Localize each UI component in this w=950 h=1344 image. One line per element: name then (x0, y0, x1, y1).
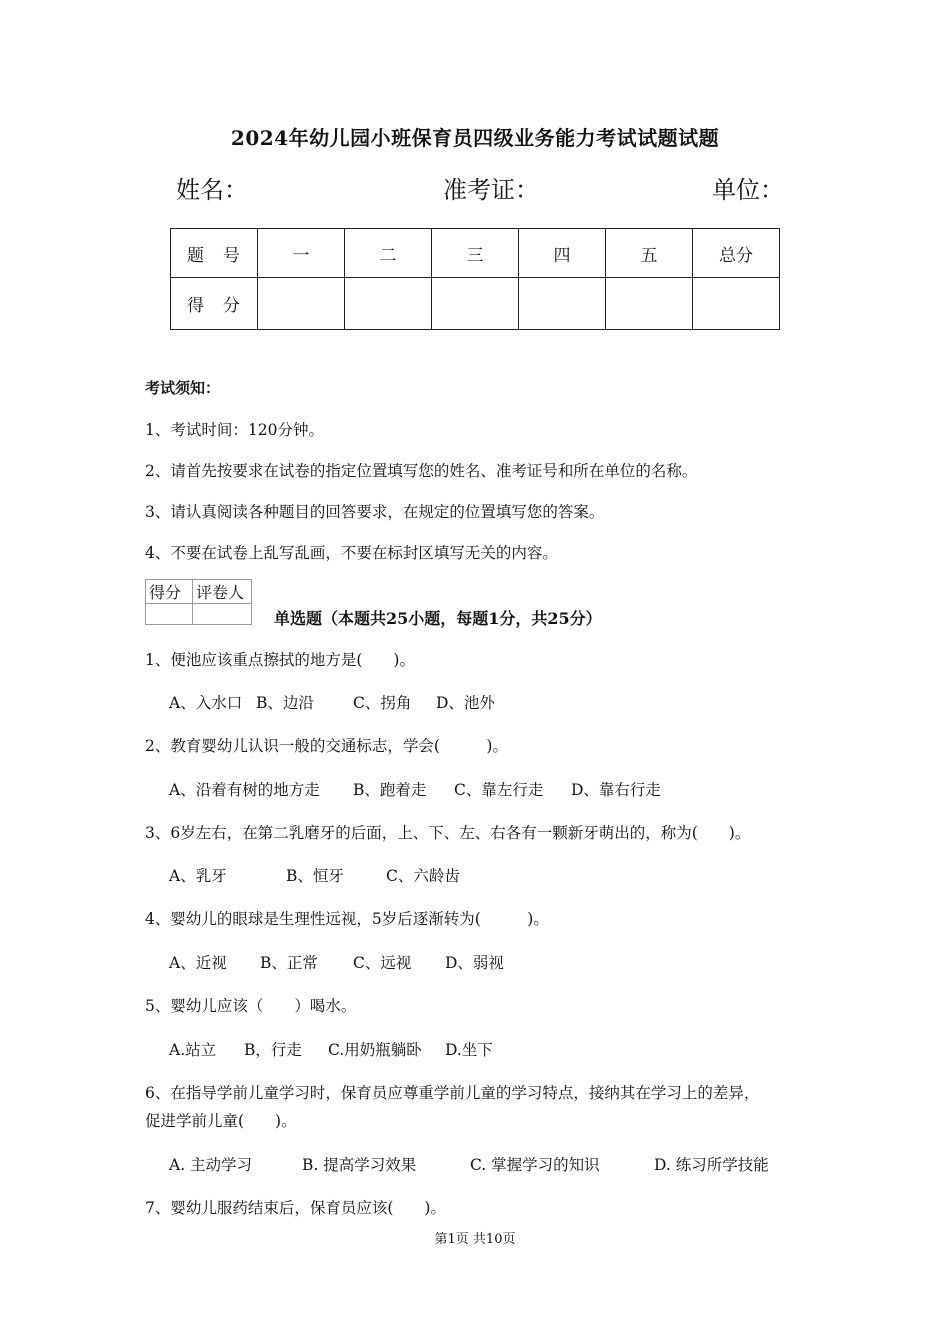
grader-score-label: 得分 (146, 580, 193, 604)
score-header-cell: 三 (432, 229, 519, 278)
score-cell[interactable] (345, 278, 432, 330)
option: A、乳牙 (169, 867, 227, 885)
notice-title: 考试须知： (145, 379, 221, 397)
question-stem-continued: 促进学前儿童( )。 (145, 1112, 297, 1130)
notice-item: 4、不要在试卷上乱写乱画，不要在标封区填写无关的内容。 (145, 544, 558, 562)
section-title: 单选题（本题共25小题，每题1分，共25分） (274, 609, 602, 628)
question-stem: 7、婴幼儿服药结束后，保育员应该( )。 (145, 1199, 446, 1217)
option: A. 主动学习 (169, 1156, 253, 1174)
option: C、靠左行走 (454, 781, 544, 799)
option: C、远视 (353, 954, 412, 972)
exam-id-label: 准考证： (443, 176, 539, 204)
grader-name-label: 评卷人 (193, 580, 252, 604)
score-header-cell: 二 (345, 229, 432, 278)
option: D、池外 (436, 694, 495, 712)
option: B. 提高学习效果 (302, 1156, 417, 1174)
page-footer: 第1页 共10页 (434, 1232, 516, 1247)
score-table (170, 228, 780, 330)
score-header-cell: 一 (258, 229, 345, 278)
option: A、近视 (169, 954, 227, 972)
option: A.站立 (169, 1041, 217, 1059)
question-stem: 3、6岁左右，在第二乳磨牙的后面，上、下、左、右各有一颗新牙萌出的，称为( )。 (145, 824, 751, 842)
notice-item: 1、考试时间：120分钟。 (145, 421, 324, 439)
score-row-label: 得 分 (171, 278, 258, 330)
score-cell[interactable] (606, 278, 693, 330)
score-table-header-row (171, 229, 780, 278)
option: C.用奶瓶躺卧 (328, 1041, 422, 1059)
question-stem: 1、便池应该重点擦拭的地方是( )。 (145, 651, 415, 669)
unit-label: 单位： (712, 176, 784, 204)
option: D、弱视 (445, 954, 504, 972)
option: A、沿着有树的地方走 (169, 781, 320, 799)
option: C、六龄齿 (386, 867, 460, 885)
option: B、跑着走 (353, 781, 427, 799)
page-title: 2024年幼儿园小班保育员四级业务能力考试试题试题 (230, 126, 720, 150)
score-header-cell: 四 (519, 229, 606, 278)
question-stem: 4、婴幼儿的眼球是生理性远视，5岁后逐渐转为( )。 (145, 910, 549, 928)
grader-box (145, 579, 252, 625)
option: C. 掌握学习的知识 (470, 1156, 600, 1174)
question-stem: 2、教育婴幼儿认识一般的交通标志，学会( )。 (145, 737, 508, 755)
name-label: 姓名： (176, 176, 248, 204)
option: D、靠右行走 (571, 781, 661, 799)
notice-item: 3、请认真阅读各种题目的回答要求，在规定的位置填写您的答案。 (145, 503, 605, 521)
option: B，行走 (244, 1041, 302, 1059)
notice-item: 2、请首先按要求在试卷的指定位置填写您的姓名、准考证号和所在单位的名称。 (145, 462, 698, 480)
question-stem: 5、婴幼儿应该（ ）喝水。 (145, 997, 357, 1015)
score-cell[interactable] (432, 278, 519, 330)
score-cell[interactable] (693, 278, 780, 330)
score-cell[interactable] (519, 278, 606, 330)
option: B、边沿 (256, 694, 314, 712)
score-table-score-row (171, 278, 780, 330)
option: D.坐下 (445, 1041, 493, 1059)
score-header-cell: 五 (606, 229, 693, 278)
option: D. 练习所学技能 (654, 1156, 769, 1174)
score-header-cell: 总分 (693, 229, 780, 278)
option: B、正常 (260, 954, 318, 972)
option: A、入水口 (169, 694, 243, 712)
grader-score-cell[interactable] (146, 604, 193, 625)
option: B、恒牙 (286, 867, 344, 885)
grader-name-cell[interactable] (193, 604, 252, 625)
score-header-cell: 题 号 (171, 229, 258, 278)
question-stem: 6、在指导学前儿童学习时，保育员应尊重学前儿童的学习特点，接纳其在学习上的差异， (145, 1084, 760, 1102)
option: C、拐角 (353, 694, 412, 712)
score-cell[interactable] (258, 278, 345, 330)
